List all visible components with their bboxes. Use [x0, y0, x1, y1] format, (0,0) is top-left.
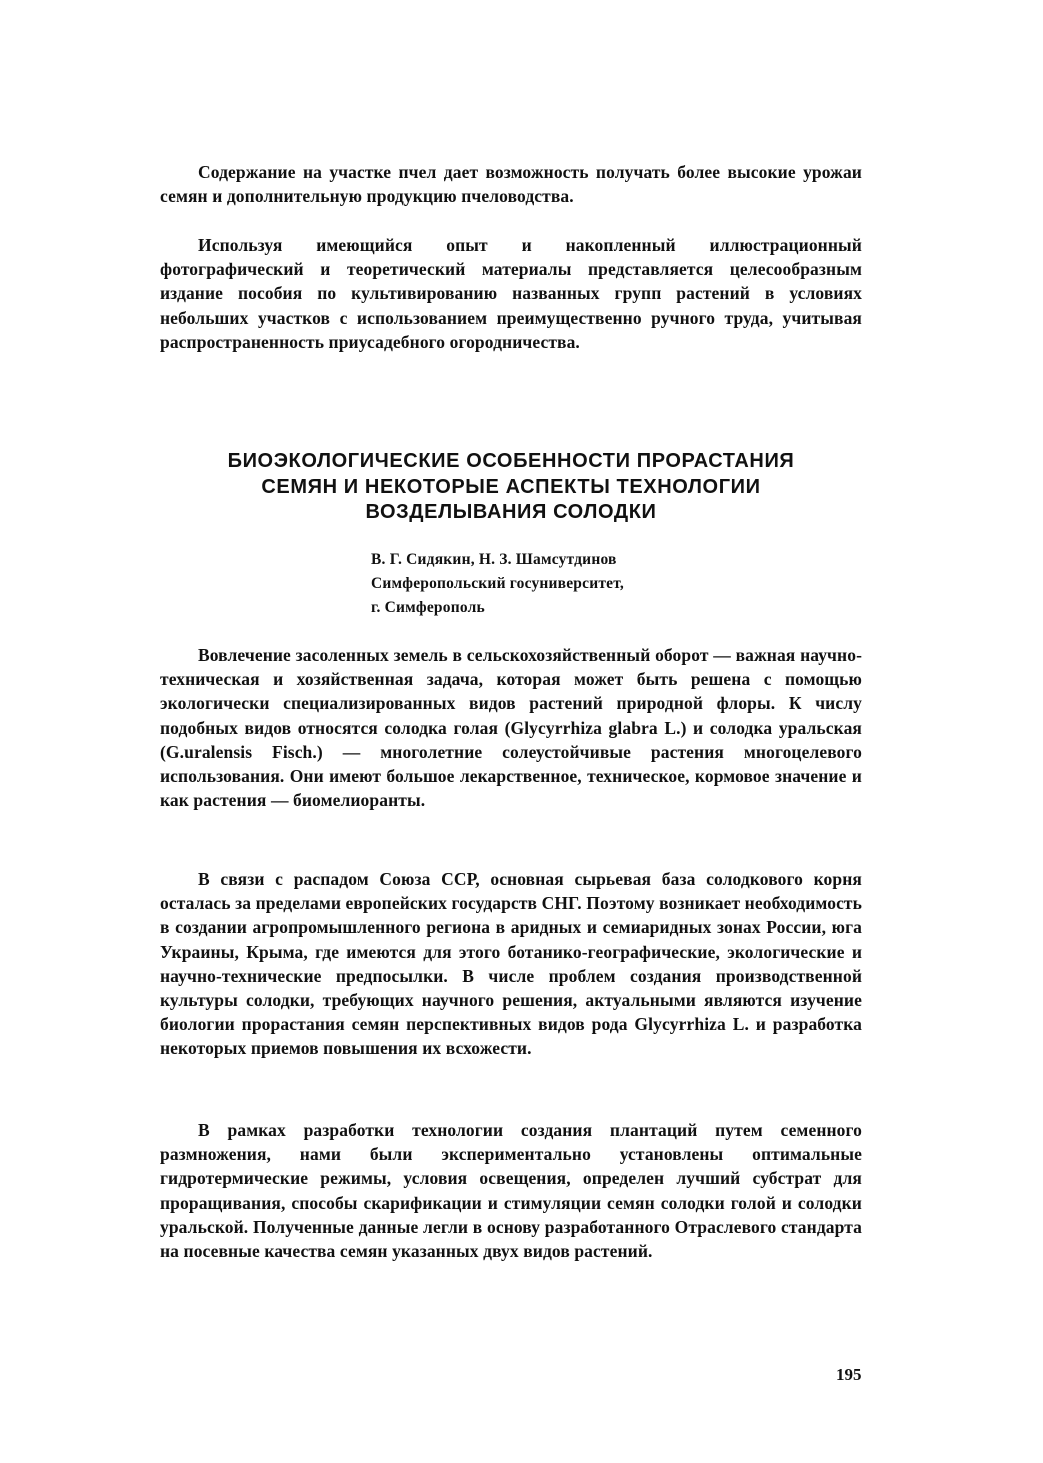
article-title — [150, 449, 872, 526]
page-number: 195 — [836, 1365, 862, 1384]
author-block — [371, 548, 624, 620]
intro-paragraph-2: Используя имеющийся опыт и накопленный иллюстрационный фотографический и теоретический материалы представляется целесообразным издание пособия по культивированию названных групп растений в условиях небольших участков с использованием преимущественно ручного труда, учитывая распространенность приусадебного огородничества. — [160, 235, 862, 352]
author-affiliation: Симферопольский госуниверситет, — [371, 575, 624, 592]
author-names: В. Г. Сидякин, Н. З. Шамсутдинов — [371, 551, 617, 568]
body-paragraph-2: В связи с распадом Союза ССР, основная сырьевая база солодкового корня осталась за пределами европейских государств СНГ. Поэтому возникает необходимость в создании агропромышленного региона в аридных и семиаридных зонах России, юга Украины, Крыма, где имеются для этого ботанико-географические, экологические и научно-технические предпосылки. В числе проблем создания производственной культуры солодки, требующих научного решения, актуальными являются изучение биологии прорастания семян перспективных видов рода Glycyrrhiza L. и разработка некоторых приемов повышения их всхожести. — [160, 869, 862, 1059]
body-paragraph-3: В рамках разработки технологии создания плантаций путем семенного размножения, нами были экспериментально установлены оптимальные гидротермические режимы, условия освещения, определен лучший субстрат для проращивания, способы скарификации и стимуляции семян солодки голой и солодки уральской. Полученные данные легли в основу разработанного Отраслевого стандарта на посевные качества семян указанных двух видов растений. — [160, 1120, 862, 1262]
article-title-line: ВОЗДЕЛЫВАНИЯ СОЛОДКИ — [365, 501, 657, 523]
author-city: г. Симферополь — [371, 599, 485, 616]
article-title-line: БИОЭКОЛОГИЧЕСКИЕ ОСОБЕННОСТИ ПРОРАСТАНИЯ — [227, 450, 795, 472]
intro-paragraph-1: Содержание на участке пчел дает возможность получать более высокие урожаи семян и дополнительную продукцию пчеловодства. — [160, 162, 862, 207]
body-paragraph-1: Вовлечение засоленных земель в сельскохозяйственный оборот — важная научно-техническая и хозяйственная задача, которая может быть решена с помощью экологически специализированных видов растений природной флоры. К числу подобных видов относятся солодка голая (Glycyrrhiza glabra L.) и солодка уральская (G.uralensis Fisch.) — многолетние солеустойчивые растения многоцелевого использования. Они имеют большое лекарственное, техническое, кормовое значение и как растения — биомелиоранты. — [160, 645, 862, 811]
article-title-line: СЕМЯН И НЕКОТОРЫЕ АСПЕКТЫ ТЕХНОЛОГИИ — [261, 475, 761, 498]
